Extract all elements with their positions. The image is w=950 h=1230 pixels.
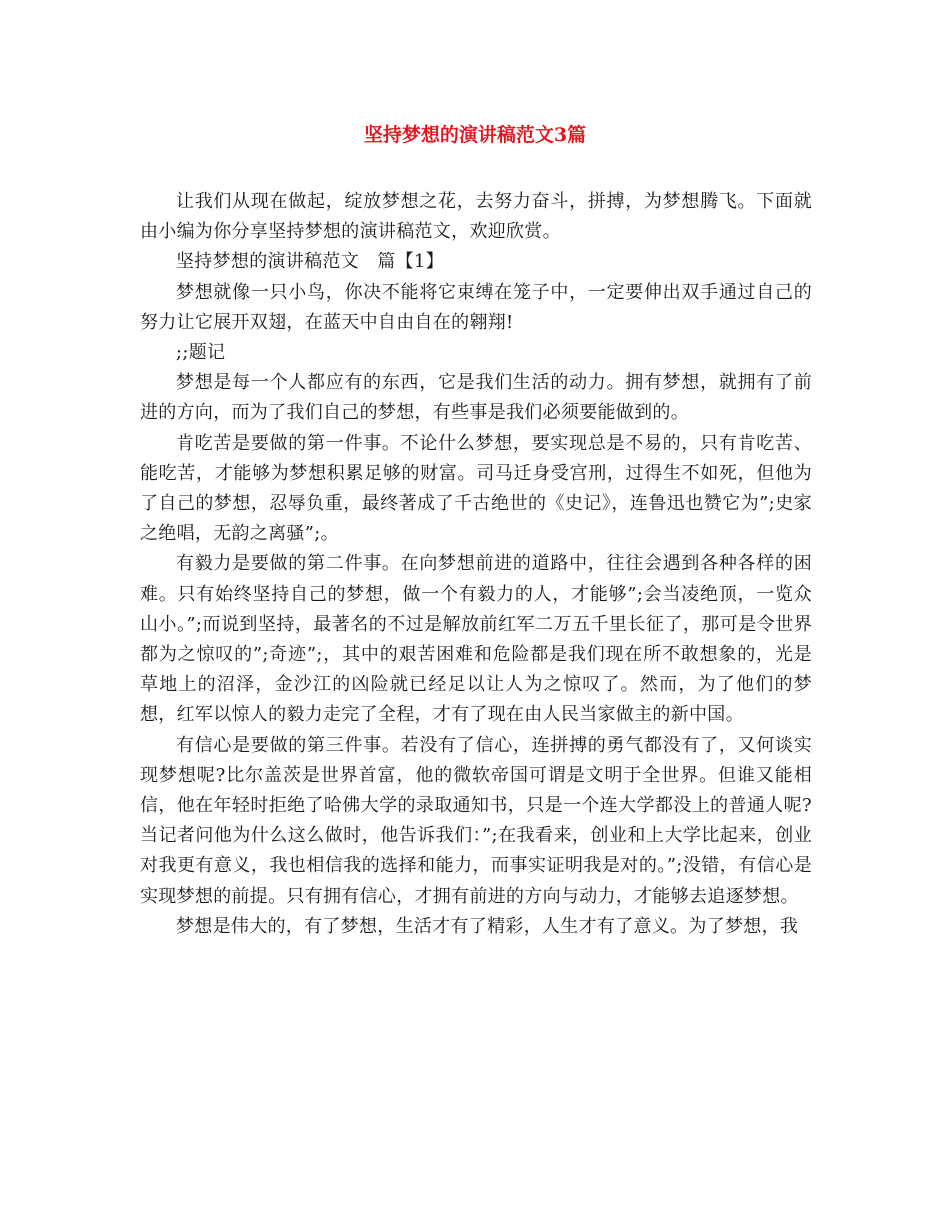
document-title: 坚持梦想的演讲稿范文3篇: [363, 124, 587, 146]
section-heading: 坚持梦想的演讲稿范文 篇【1】: [176, 251, 444, 273]
document-body: [140, 187, 812, 942]
paragraph-body: 梦想是伟大的，有了梦想，生活才有了精彩，人生才有了意义。为了梦想，我: [176, 915, 799, 937]
paragraph-epigraph: 梦想就像一只小鸟，你决不能将它束缚在笼子中，一定要伸出双手通过自己的努力让它展开双翅，在蓝天中自由自在的翱翔!: [140, 281, 812, 333]
paragraph-body: 肯吃苦是要做的第一件事。不论什么梦想，要实现总是不易的，只有肯吃苦、能吃苦，才能够为梦想积累足够的财富。司马迁身受宫刑，过得生不如死，但他为了自己的梦想，忍辱负重，最终著成了千古绝世的《史记》，连鲁迅也赞它为”;史家之绝唱，无韵之离骚”;。: [140, 432, 812, 545]
paragraph-intro: 让我们从现在做起，绽放梦想之花，去努力奋斗，拼搏，为梦想腾飞。下面就由小编为你分享坚持梦想的演讲稿范文，欢迎欣赏。: [140, 191, 812, 243]
paragraph-body: 梦想是每一个人都应有的东西，它是我们生活的动力。拥有梦想，就拥有了前进的方向，而为了我们自己的梦想，有些事是我们必须要能做到的。: [140, 372, 812, 424]
paragraph-body: 有毅力是要做的第二件事。在向梦想前进的道路中，往往会遇到各种各样的困难。只有始终坚持自己的梦想，做一个有毅力的人，才能够”;会当凌绝顶，一览众山小。”;而说到坚持，最著名的不过是解放前红军二万五千里长征了，那可是令世界都为之惊叹的”;奇迹”;，其中的艰苦困难和危险都是我们现在所不敢想象的，光是草地上的沼泽，金沙江的凶险就已经足以让人为之惊叹了。然而，为了他们的梦想，红军以惊人的毅力走完了全程，才有了现在由人民当家做主的新中国。: [140, 553, 812, 726]
paragraph-epigraph-source: ;;题记: [176, 342, 226, 364]
paragraph-body: 有信心是要做的第三件事。若没有了信心，连拼搏的勇气都没有了，又何谈实现梦想呢?比尔盖茨是世界首富，他的微软帝国可谓是文明于全世界。但谁又能相信，他在年轻时拒绝了哈佛大学的录取通知书，只是一个连大学都没上的普通人呢?当记者问他为什么这么做时，他告诉我们：”;在我看来，创业和上大学比起来，创业对我更有意义，我也相信我的选择和能力，而事实证明我是对的。”;没错，有信心是实现梦想的前提。只有拥有信心，才拥有前进的方向与动力，才能够去追逐梦想。: [140, 734, 812, 907]
